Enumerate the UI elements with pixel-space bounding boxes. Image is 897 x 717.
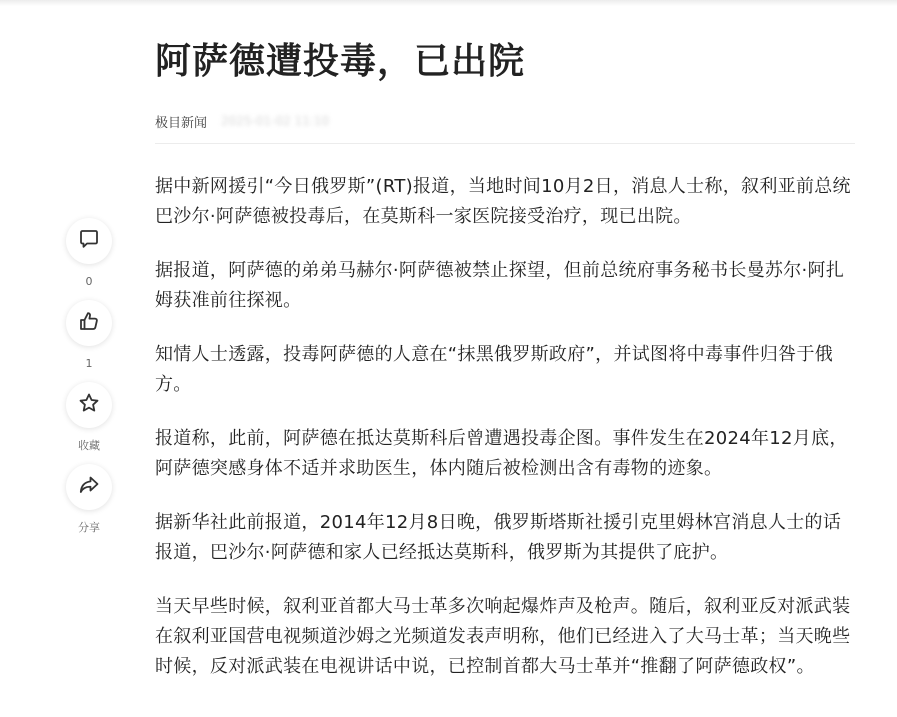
- article-title: 阿萨德遭投毒，已出院: [155, 41, 526, 82]
- article-meta: [155, 112, 329, 130]
- comment-button[interactable]: [66, 218, 112, 264]
- share-button[interactable]: [66, 464, 112, 510]
- comment-action: [65, 218, 113, 289]
- header-divider: [155, 143, 855, 144]
- favorite-label: 收藏: [78, 439, 100, 452]
- article-paragraph: 据报道，阿萨德的弟弟马赫尔·阿萨德被禁止探望，但前总统府事务秘书长曼苏尔·阿扎姆获准前往探视。: [155, 260, 845, 311]
- favorite-action: [65, 382, 113, 453]
- like-count: 1: [85, 357, 93, 370]
- favorite-button[interactable]: [66, 382, 112, 428]
- star-icon: [78, 392, 100, 418]
- article-paragraph: 当天早些时候，叙利亚首都大马士革多次响起爆炸声及枪声。随后，叙利亚反对派武装在叙利亚国营电视频道沙姆之光频道发表声明称，他们已经进入了大马士革；当天晚些时候，反对派武装在电视讲话中说，已控制首都大马士革并“推翻了阿萨德政权”。: [155, 596, 851, 677]
- share-action: [65, 464, 113, 535]
- top-bar-shadow: [0, 0, 897, 6]
- like-action: [65, 300, 113, 371]
- article-paragraph: 知情人士透露，投毒阿萨德的人意在“抹黑俄罗斯政府”，并试图将中毒事件归咎于俄方。: [155, 344, 834, 395]
- publish-date: 2025-01-02 11:10: [221, 114, 330, 128]
- comment-icon: [78, 228, 100, 254]
- share-arrow-icon: [78, 474, 100, 500]
- thumbs-up-icon: [78, 310, 100, 336]
- article-paragraph: 报道称，此前，阿萨德在抵达莫斯科后曾遭遇投毒企图。事件发生在2024年12月底，阿萨德突感身体不适并求助医生，体内随后被检测出含有毒物的迹象。: [155, 428, 848, 479]
- article-paragraph: 据中新网援引“今日俄罗斯”(RT)报道，当地时间10月2日，消息人士称，叙利亚前总统巴沙尔·阿萨德被投毒后，在莫斯科一家医院接受治疗，现已出院。: [155, 176, 851, 227]
- like-button[interactable]: [66, 300, 112, 346]
- share-label: 分享: [78, 521, 100, 534]
- article-paragraph: 据新华社此前报道，2014年12月8日晚，俄罗斯塔斯社援引克里姆林宫消息人士的话报道，巴沙尔·阿萨德和家人已经抵达莫斯科，俄罗斯为其提供了庇护。: [155, 512, 842, 563]
- source-name[interactable]: 极目新闻: [155, 115, 208, 131]
- comment-count: 0: [85, 275, 93, 288]
